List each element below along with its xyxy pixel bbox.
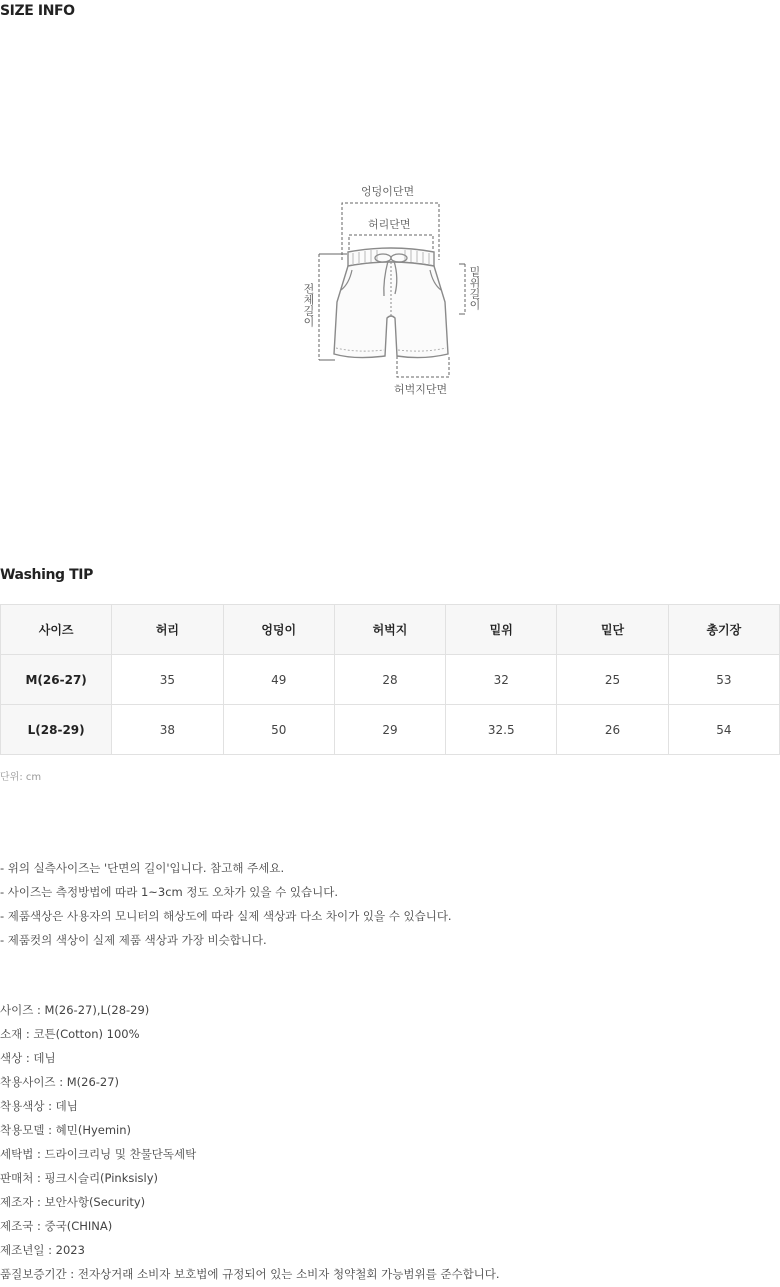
thigh-guide — [397, 356, 449, 377]
info-worn-color: 착용색상 : 데님 — [0, 1099, 78, 1113]
table-cell: 49 — [223, 655, 334, 705]
size-cell: L(28-29) — [1, 705, 112, 755]
info-manufacturer: 제조자 : 보안사항(Security) — [0, 1195, 146, 1209]
measurement-notes — [0, 856, 452, 952]
shorts-body — [334, 262, 448, 358]
size-table — [0, 604, 780, 755]
table-cell: 32.5 — [446, 705, 557, 755]
table-cell: 38 — [112, 705, 223, 755]
note-item: - 사이즈는 측정방법에 따라 1~3cm 정도 오차가 있을 수 있습니다. — [0, 885, 339, 899]
info-material: 소재 : 코튼(Cotton) 100% — [0, 1027, 140, 1041]
header-size: 사이즈 — [1, 605, 112, 655]
info-warranty: 품질보증기간 : 전자상거래 소비자 보호법에 규정되어 있는 소비자 청약철회 가능범위를 준수합니다. — [0, 1267, 500, 1281]
hip-width-label: 엉덩이단면 — [361, 185, 415, 198]
table-cell: 50 — [223, 705, 334, 755]
info-seller: 판매처 : 핑크시슬리(Pinksisly) — [0, 1171, 159, 1185]
table-cell: 53 — [668, 655, 779, 705]
table-header-row — [1, 605, 780, 655]
info-worn-size: 착용사이즈 : M(26-27) — [0, 1075, 120, 1089]
thigh-width-label: 허벅지단면 — [394, 383, 448, 396]
header-hem: 밑단 — [557, 605, 668, 655]
table-row — [1, 655, 780, 705]
waist-width-label: 허리단면 — [368, 218, 411, 231]
info-model: 착용모델 : 혜민(Hyemin) — [0, 1123, 132, 1137]
header-waist: 허리 — [112, 605, 223, 655]
table-cell: 28 — [334, 655, 445, 705]
table-row — [1, 705, 780, 755]
table-cell: 35 — [112, 655, 223, 705]
note-item: - 제품색상은 사용자의 모니터의 해상도에 따라 실제 색상과 다소 차이가 있을 수 있습니다. — [0, 909, 452, 923]
note-item: - 위의 실측사이즈는 '단면의 길이'입니다. 참고해 주세요. — [0, 861, 285, 875]
product-info-list — [0, 998, 500, 1286]
size-cell: M(26-27) — [1, 655, 112, 705]
info-color: 색상 : 데님 — [0, 1051, 56, 1065]
header-total-length: 총기장 — [668, 605, 779, 655]
rise-length-label: 밑위길이 — [468, 266, 481, 310]
shorts-size-diagram — [295, 178, 495, 400]
info-size: 사이즈 : M(26-27),L(28-29) — [0, 1003, 150, 1017]
table-cell: 29 — [334, 705, 445, 755]
shorts-illustration — [295, 178, 495, 400]
total-length-label: 전체길이 — [302, 283, 315, 327]
table-cell: 32 — [446, 655, 557, 705]
header-hip: 엉덩이 — [223, 605, 334, 655]
info-country: 제조국 : 중국(CHINA) — [0, 1219, 113, 1233]
table-cell: 25 — [557, 655, 668, 705]
header-rise: 밑위 — [446, 605, 557, 655]
unit-note: 단위: cm — [0, 772, 42, 783]
header-thigh: 허벅지 — [334, 605, 445, 655]
info-washing: 세탁법 : 드라이크리닝 및 찬물단독세탁 — [0, 1147, 197, 1161]
table-cell: 26 — [557, 705, 668, 755]
note-item: - 제품컷의 색상이 실제 제품 색상과 가장 비슷합니다. — [0, 933, 267, 947]
size-info-heading: SIZE INFO — [0, 3, 75, 19]
info-year: 제조년일 : 2023 — [0, 1243, 85, 1257]
washing-tip-heading: Washing TIP — [0, 567, 93, 583]
table-cell: 54 — [668, 705, 779, 755]
